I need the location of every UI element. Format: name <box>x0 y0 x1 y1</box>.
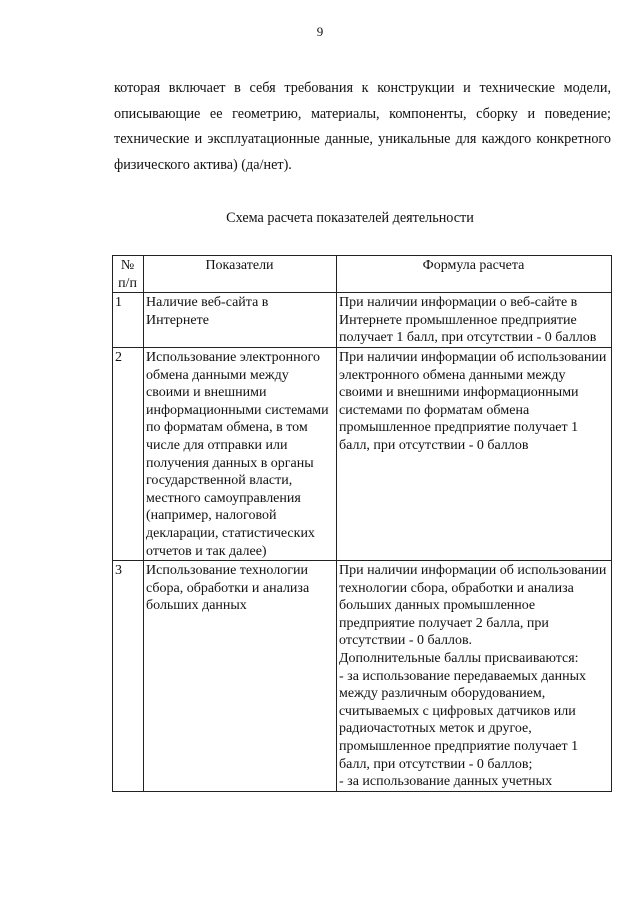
row-number: 1 <box>113 293 144 348</box>
table-header-row <box>113 256 612 293</box>
row-formula: При наличии информации о веб-сайте в Интернете промышленное предприятие получает 1 балл, при отсутствии - 0 баллов <box>337 293 612 348</box>
formula-line: При наличии информации об использовании технологии сбора, обработки и анализа больших данных промышленное предприятие получает 2 балла, при отсутствии - 0 баллов. <box>339 563 607 649</box>
page-number: 9 <box>316 24 324 39</box>
table-row <box>113 561 612 792</box>
formula-line: - за использование данных учетных <box>339 774 553 790</box>
intro-text: которая включает в себя требования к конструкции и технические модели, описывающие ее геометрию, материалы, компоненты, сборку и поведение; технические и эксплуатационные данные, уникальные для каждого конкретного физического актива) (да/нет). <box>114 80 611 173</box>
table-row <box>113 347 612 560</box>
row-number: 2 <box>113 347 144 560</box>
row-indicator: Использование технологии сбора, обработки и анализа больших данных <box>144 561 337 792</box>
formula-line: Дополнительные баллы присваиваются: <box>339 651 579 667</box>
indicators-table <box>112 255 612 792</box>
header-formula: Формула расчета <box>337 256 612 293</box>
table-row <box>113 293 612 348</box>
formula-line: - за использование передаваемых данных между различным оборудованием, считываемых с цифровых датчиков или радиочастотных меток и другое, промышленное предприятие получает 1 балл, при отсутствии - 0 баллов; <box>339 668 586 772</box>
header-number: № п/п <box>113 256 144 293</box>
row-number: 3 <box>113 561 144 792</box>
header-indicator: Показатели <box>144 256 337 293</box>
row-indicator: Наличие веб-сайта в Интернете <box>144 293 337 348</box>
table-title: Схема расчета показателей деятельности <box>226 210 474 226</box>
row-indicator: Использование электронного обмена данными между своими и внешними информационными системами по форматам обмена, в том числе для отправки или получения данных в органы государственной власти, местного самоуправления (например, налоговой декларации, статистических отчетов и так далее) <box>144 347 337 560</box>
row-formula: При наличии информации об использовании электронного обмена данными между своими и внешними информационными системами по форматам обмена промышленное предприятие получает 1 балл, при отсутствии - 0 баллов <box>337 347 612 560</box>
row-formula <box>337 561 612 792</box>
intro-paragraph <box>114 76 611 178</box>
